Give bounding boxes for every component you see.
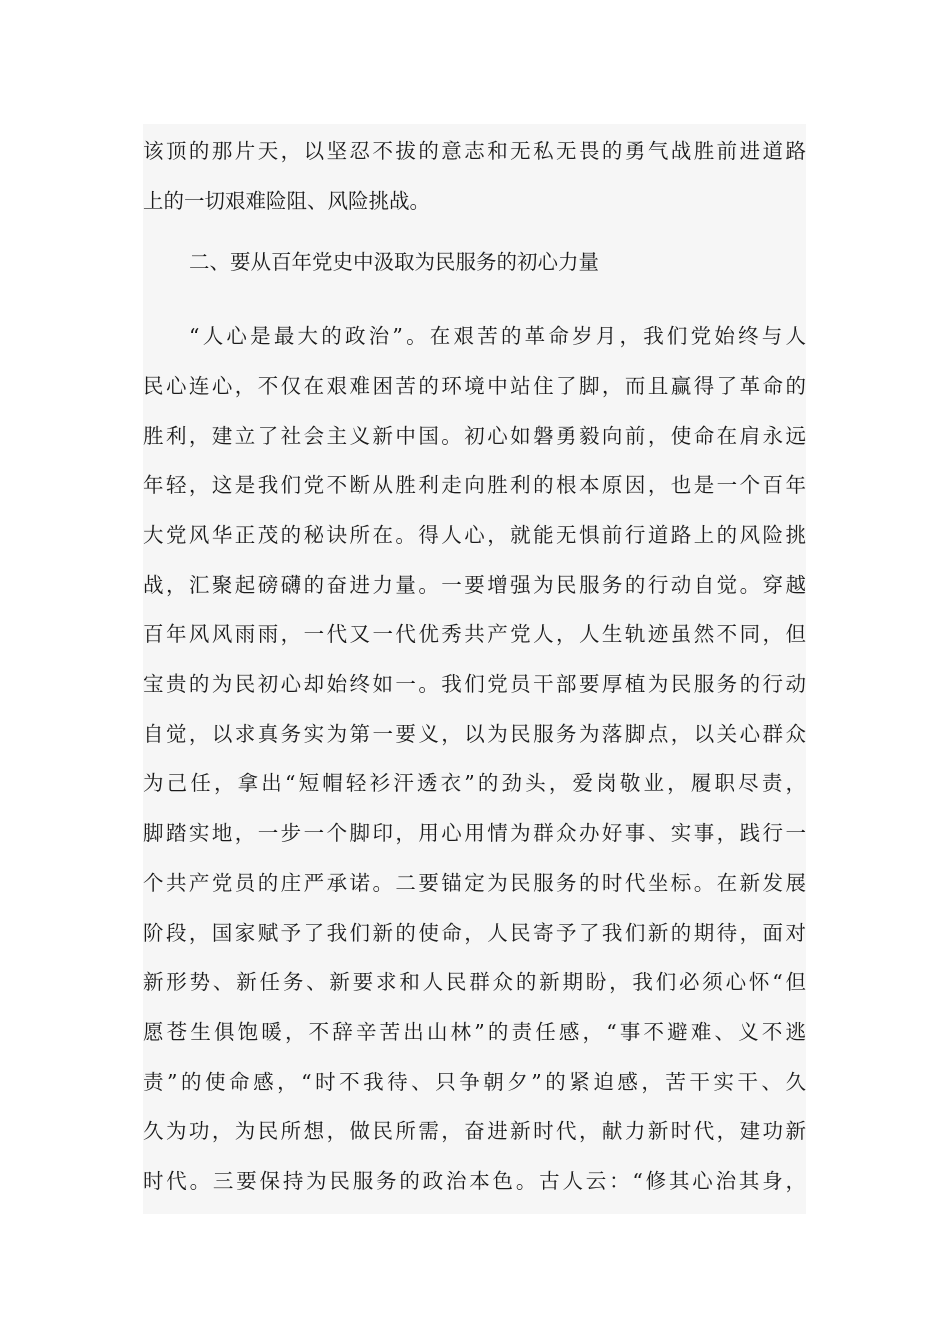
- text-line: 阶段，国家赋予了我们新的使命，人民寄予了我们新的期待，面对: [143, 920, 806, 945]
- text-line: 时代。三要保持为民服务的政治本色。古人云：“修其心治其身，: [143, 1169, 806, 1193]
- text-line: 胜利，建立了社会主义新中国。初心如磐勇毅向前，使命在肩永远: [143, 423, 806, 448]
- text-line: 上的一切艰难险阻、风险挑战。: [143, 188, 430, 213]
- text-line: 责”的使命感，“时不我待、只争朝夕”的紧迫感，苦干实干、久: [143, 1069, 806, 1094]
- text-line: 年轻，这是我们党不断从胜利走向胜利的根本原因，也是一个百年: [143, 473, 806, 498]
- text-line: 个共产党员的庄严承诺。二要锚定为民服务的时代坐标。在新发展: [143, 870, 806, 895]
- text-line: 民心连心，不仅在艰难困苦的环境中站住了脚，而且赢得了革命的: [143, 373, 806, 398]
- document-body: [143, 124, 806, 1214]
- text-line: 战，汇聚起磅礴的奋进力量。一要增强为民服务的行动自觉。穿越: [143, 572, 806, 597]
- text-line: 愿苍生俱饱暖，不辞辛苦出山林”的责任感，“事不避难、义不逃: [143, 1019, 806, 1044]
- text-line: 为己任，拿出“短帽轻衫汗透衣”的劲头，爱岗敬业，履职尽责，: [143, 771, 806, 796]
- text-line: 该顶的那片天，以坚忍不拔的意志和无私无畏的勇气战胜前进道路: [143, 139, 806, 163]
- text-line: 自觉，以求真务实为第一要义，以为民服务为落脚点，以关心群众: [143, 721, 806, 746]
- text-line: 百年风风雨雨，一代又一代优秀共产党人，人生轨迹虽然不同，但: [143, 622, 806, 647]
- text-line: 大党风华正茂的秘诀所在。得人心，就能无惧前行道路上的风险挑: [143, 522, 806, 547]
- section-heading: 二、要从百年党史中汲取为民服务的初心力量: [189, 250, 599, 275]
- text-line: 脚踏实地，一步一个脚印，用心用情为群众办好事、实事，践行一: [143, 821, 806, 846]
- text-line: 久为功，为民所想，做民所需，奋进新时代，献力新时代，建功新: [143, 1119, 806, 1144]
- text-line: 新形势、新任务、新要求和人民群众的新期盼，我们必须心怀“但: [143, 970, 806, 995]
- text-line: 宝贵的为民初心却始终如一。我们党员干部要厚植为民服务的行动: [143, 672, 806, 696]
- text-line: “人心是最大的政治”。在艰苦的革命岁月，我们党始终与人: [189, 324, 806, 349]
